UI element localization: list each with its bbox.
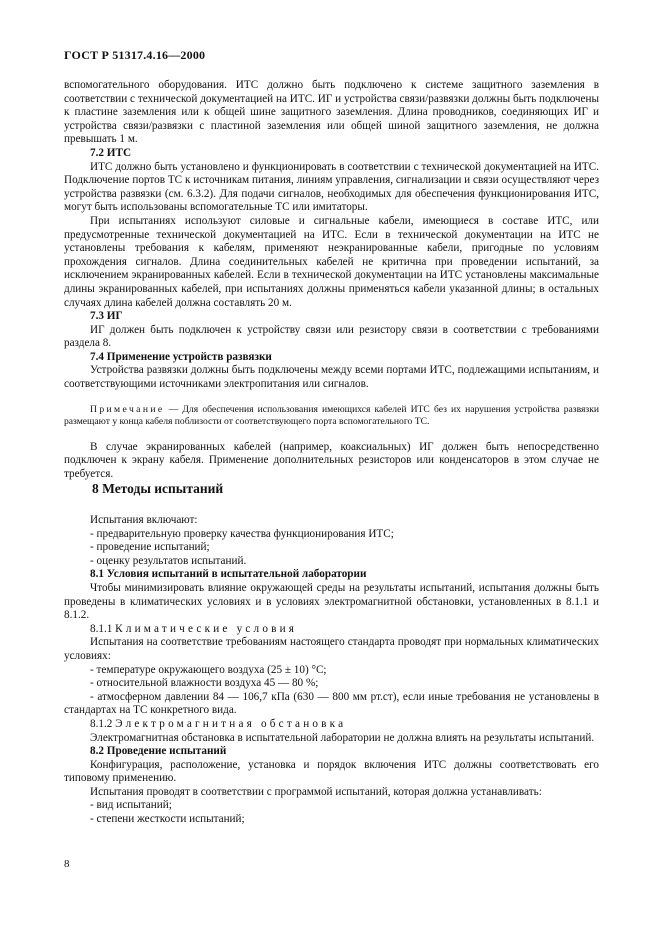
list-item: - степени жесткости испытаний; — [90, 813, 245, 826]
note-text: — Для обеспечения использования имеющихся кабелей ИТС без их нарушения устройства развязки размещают у конца кабеля поблизости от соответствующего порта вспомогательного ТС. — [64, 403, 599, 428]
list-item: - оценку результатов испытаний. — [90, 554, 247, 567]
paragraph: Испытания включают: — [90, 514, 198, 526]
paragraph: Электромагнитная обстановка в испытательной лаборатории не должна влиять на результаты испытаний. — [90, 731, 595, 744]
section-8-title: 8 Методы испытаний — [92, 481, 224, 496]
list-item: - предварительную проверку качества функционирования ИТС; — [90, 527, 394, 540]
heading-num: 8.1.2 — [90, 717, 113, 730]
paragraph: Конфигурация, расположение, установка и порядок включения ИТС должны соответствовать его типовому применению. — [64, 758, 599, 785]
heading-8-2: 8.2 Проведение испытаний — [90, 745, 227, 758]
page-header: ГОСТ Р 51317.4.16—2000 — [64, 48, 206, 62]
paragraph: Испытания на соответствие требованиям настоящего стандарта проводят при нормальных климатических условиях: — [64, 636, 599, 662]
heading-num: 8.1.1 — [90, 622, 113, 635]
page-number: 8 — [64, 858, 70, 870]
note-label: Примечание — [90, 403, 165, 415]
paragraph: Устройства развязки должны быть подключены между всеми портами ИТС, подлежащими испытаниям, и соответствующими источниками электропитания или сигналов. — [64, 364, 599, 391]
heading-8-1-2 — [64, 718, 599, 732]
heading-title: Электромагнитная обстановка — [115, 717, 347, 730]
heading-8-1-1 — [64, 623, 599, 637]
text-block-1 — [64, 79, 599, 481]
list-item: - относительной влажности воздуха 45 — 80 %; — [90, 677, 319, 690]
paragraph: вспомогательного оборудования. ИТС должно быть подключено к системе защитного заземления в соответствии с технической документацией на ИТС. ИГ и устройства связи/развязки должны быть подключены к пластине заземления или к общей шине защитного заземления. Длина проводников, соединяющих ИГ и устройства связи/развязки с пластиной заземления или общей шиной защитного заземления, не должна превышать 1 м. — [64, 79, 599, 146]
paragraph: В случае экранированных кабелей (например, коаксиальных) ИГ должен быть непосредственно подключен к экрану кабеля. Применение дополнительных резисторов или конденсаторов в этом случае не требуется. — [64, 440, 599, 480]
heading-title: Климатические условия — [115, 622, 298, 635]
list-item: - температуре окружающего воздуха (25 ± 10) °С; — [90, 663, 327, 676]
paragraph: ИГ должен быть подключен к устройству связи или резистору связи в соответствии с требованиями раздела 8. — [64, 323, 599, 350]
list-item: - вид испытаний; — [90, 799, 172, 812]
paragraph: Испытания проводят в соответствии с программой испытаний, которая должна устанавливать: — [90, 785, 542, 798]
paragraph: ИТС должно быть установлено и функционировать в соответствии с технической документацией на ИТС. Подключение портов ТС к источникам питания, линиям управления, сигнализации и связи осуществляют через устройства развязки (см. 6.3.2). Для подачи сигналов, необходимых для обеспечения функционирования ИТС, могут быть использованы вспомогательные ТС или имитаторы. — [64, 160, 599, 214]
paragraph: При испытаниях используют силовые и сигнальные кабели, имеющиеся в составе ИТС, или предусмотренные технической документацией на ИТС. Если в технической документации на ИТС не установлены требования к кабелям, применяют неэкранированные кабели, пригодные по условиям прохождения сигналов. Длина соединительных кабелей не критична при проведении испытаний, за исключением экранированных кабелей. Если в технической документации на ИТС установлены максимальные длины экранированных кабелей, при испытаниях должны применяться кабели указанной длины; в остальных случаях длина кабелей должна составлять 20 м. — [64, 214, 599, 309]
heading-7-2: 7.2 ИТС — [90, 146, 132, 159]
text-block-2 — [64, 514, 599, 827]
heading-7-3: 7.3 ИГ — [90, 310, 123, 323]
note — [64, 404, 599, 429]
list-item: - проведение испытаний; — [90, 541, 210, 554]
heading-7-4: 7.4 Применение устройств развязки — [90, 350, 272, 363]
paragraph: Чтобы минимизировать влияние окружающей среды на результаты испытаний, испытания должны быть проведены в климатических условиях и в условиях электромагнитной обстановки, установленных в 8.1.1 и 8.1.2. — [64, 581, 599, 622]
heading-8-1: 8.1 Условия испытаний в испытательной лаборатории — [90, 568, 367, 581]
list-item: - атмосферном давлении 84 — 106,7 кПа (630 — 800 мм рт.ст), если иные требования не установлены в стандартах на ТС конкретного вида. — [64, 690, 599, 717]
